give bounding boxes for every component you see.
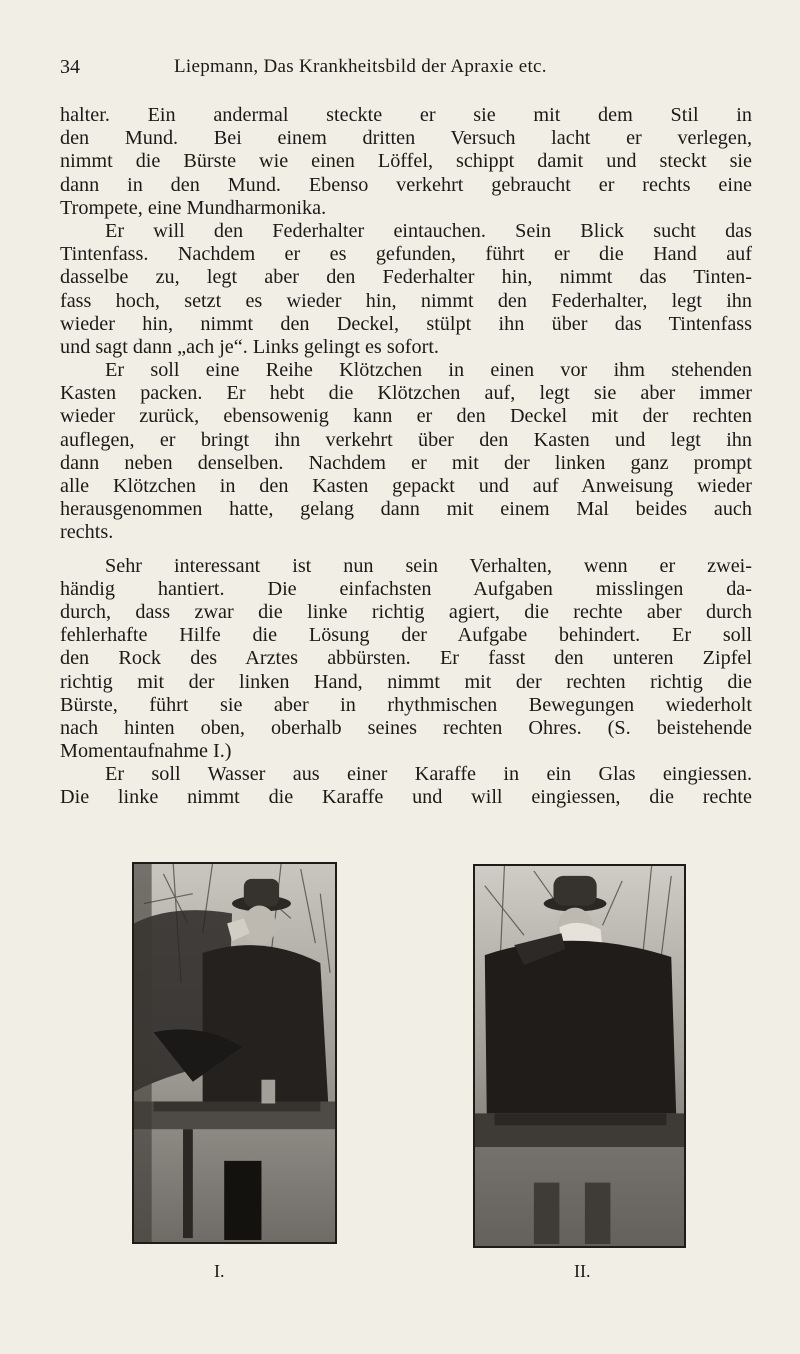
text-line: den Mund. Bei einem dritten Versuch lacht er verlegen, [60, 127, 752, 150]
text-line: Er soll eine Reihe Klötzchen in einen vor ihm stehenden [105, 359, 752, 382]
running-title: Liepmann, Das Krankheitsbild der Apraxie etc. [174, 56, 547, 77]
paragraph [60, 220, 752, 359]
text-line: dasselbe zu, legt aber den Federhalter hin, nimmt das Tinten- [60, 266, 752, 289]
text-line: alle Klötzchen in den Kasten gepackt und auf Anweisung wieder [60, 475, 752, 497]
photograph-ii-image [475, 866, 684, 1246]
text-line: Die linke nimmt die Karaffe und will eingiessen, die rechte [60, 786, 752, 809]
text-line: richtig mit der linken Hand, nimmt mit der rechten richtig die [60, 670, 752, 693]
text-line: Er will den Federhalter eintauchen. Sein Blick sucht das [105, 219, 752, 242]
text-line: nach hinten oben, oberhalb seines rechten Ohres. (S. beistehende [60, 716, 752, 739]
text-line: rechts. [60, 521, 114, 544]
text-line: halter. Ein andermal steckte er sie mit dem Stil in [60, 104, 752, 126]
text-line: nimmt die Bürste wie einen Löffel, schippt damit und steckt sie [60, 150, 752, 173]
paragraph [60, 763, 752, 809]
text-line: wieder zurück, ebensowenig kann er den Deckel mit der rechten [60, 405, 752, 428]
text-line: auflegen, er bringt ihn verkehrt über den Kasten und legt ihn [60, 428, 752, 451]
text-line: Tintenfass. Nachdem er es gefunden, führt er die Hand auf [60, 243, 752, 266]
text-line: Momentaufnahme I.) [60, 740, 232, 763]
text-line: wieder hin, nimmt den Deckel, stülpt ihn über das Tintenfass [60, 312, 752, 335]
page-header [60, 56, 750, 86]
text-line: dann neben denselben. Nachdem er mit der linken ganz prompt [60, 451, 752, 474]
text-line: durch, dass zwar die linke richtig agiert, die rechte aber durch [60, 600, 752, 623]
paragraph [60, 359, 752, 545]
paragraph [60, 104, 752, 220]
text-line: fass hoch, setzt es wieder hin, nimmt den Federhalter, legt ihn [60, 289, 752, 312]
text-line: Er soll Wasser aus einer Karaffe in ein Glas eingiessen. [105, 763, 752, 786]
text-line: den Rock des Arztes abbürsten. Er fasst den unteren Zipfel [60, 647, 752, 670]
text-line: und sagt dann „ach je“. Links gelingt es sofort. [60, 335, 439, 358]
text-line: Trompete, eine Mundharmonika. [60, 196, 327, 219]
figure-caption-i: I. [214, 1261, 225, 1281]
text-line: herausgenommen hatte, gelang dann mit einem Mal beides auch [60, 498, 752, 521]
photograph-i [132, 862, 337, 1244]
text-line: händig hantiert. Die einfachsten Aufgaben misslingen da- [60, 577, 752, 600]
text-line: Bürste, führt sie aber in rhythmischen Bewegungen wiederholt [60, 693, 752, 716]
page-number: 34 [60, 56, 80, 78]
text-line: fehlerhafte Hilfe die Lösung der Aufgabe behindert. Er soll [60, 624, 752, 647]
text-line: Sehr interessant ist nun sein Verhalten, wenn er zwei- [105, 554, 752, 577]
photograph-i-image [134, 864, 335, 1242]
text-line: dann in den Mund. Ebenso verkehrt gebraucht er rechts eine [60, 173, 752, 196]
figure-caption-ii: II. [574, 1261, 591, 1281]
body-text [60, 104, 752, 810]
text-line: Kasten packen. Er hebt die Klötzchen auf, legt sie aber immer [60, 382, 752, 405]
photograph-ii [473, 864, 686, 1248]
paragraph [60, 555, 752, 764]
